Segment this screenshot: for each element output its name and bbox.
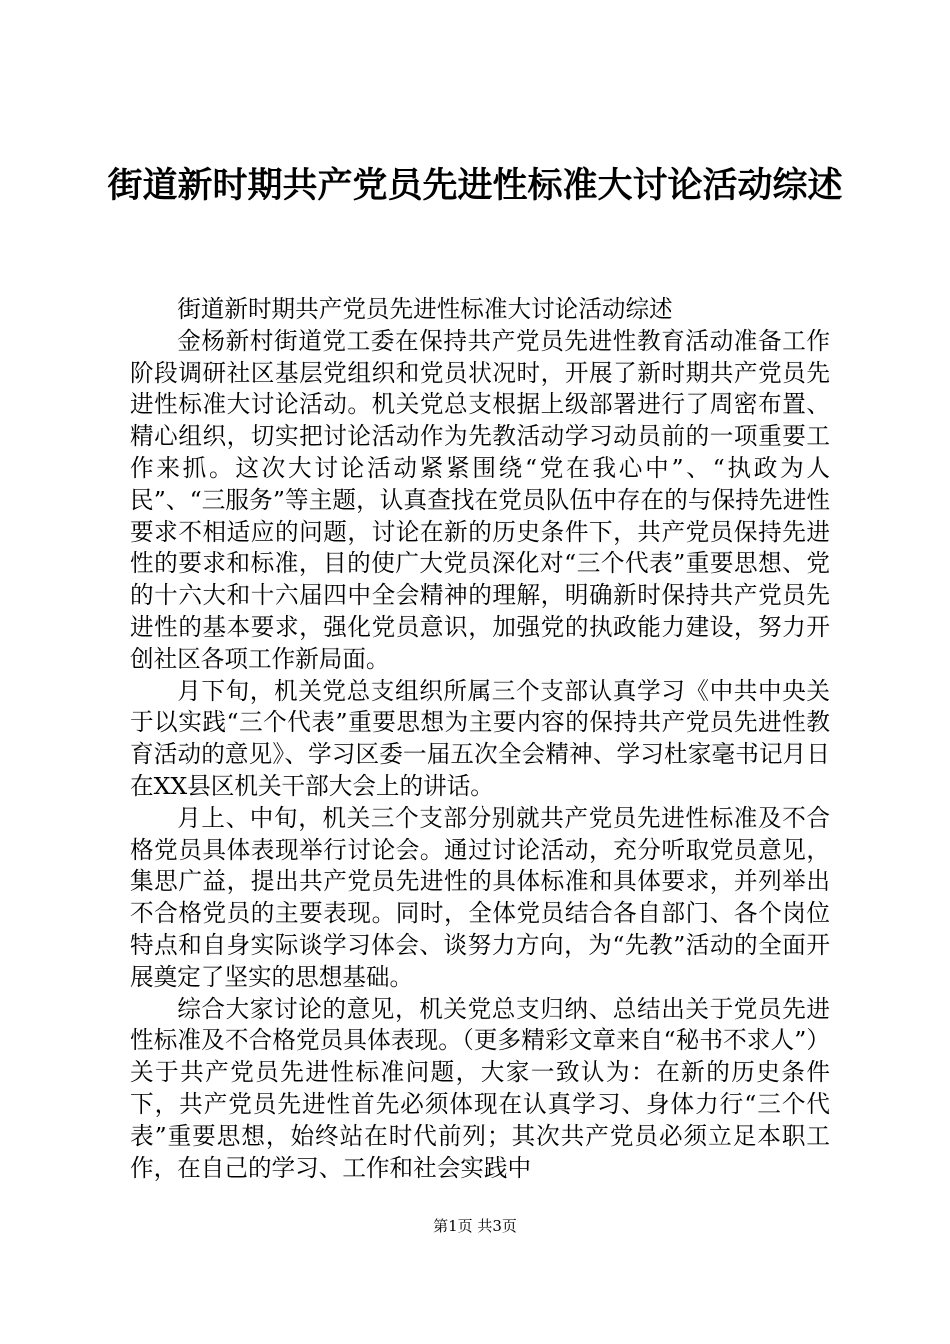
paragraph: 街道新时期共产党员先进性标准大讨论活动综述 bbox=[177, 295, 673, 323]
paragraph: 月上、中旬，机关三个支部分别就共产党员先进性标准及不合格党员具体表现举行讨论会。通过讨论活动，充分听取党员意见，集思广益，提出共产党员先进性的具体标准和具体要求，并列举出不合格党员的主要表现。同时，全体党员结合各自部门、各个岗位特点和自身实际谈学习体会、谈努力方向，为“先教”活动的全面开展奠定了坚实的思想基础。 bbox=[130, 803, 830, 991]
page-total: 共3页 bbox=[477, 1217, 517, 1235]
page-number: 第1页 bbox=[433, 1217, 473, 1235]
document-body bbox=[130, 294, 830, 1184]
paragraph: 金杨新村街道党工委在保持共产党员先进性教育活动准备工作阶段调研社区基层党组织和党员状况时，开展了新时期共产党员先进性标准大讨论活动。机关党总支根据上级部署进行了周密布置、精心组织，切实把讨论活动作为先教活动学习动员前的一项重要工作来抓。这次大讨论活动紧紧围绕“党在我心中”、“执政为人民”、“三服务”等主题，认真查找在党员队伍中存在的与保持先进性要求不相适应的问题，讨论在新的历史条件下，共产党员保持先进性的要求和标准，目的使广大党员深化对“三个代表”重要思想、党的十六大和十六届四中全会精神的理解，明确新时保持共产党员先进性的基本要求，强化党员意识，加强党的执政能力建设，努力开创社区各项工作新局面。 bbox=[130, 326, 830, 673]
page-footer bbox=[0, 1216, 950, 1236]
paragraph: 月下旬，机关党总支组织所属三个支部认真学习《中共中央关于以实践“三个代表”重要思想为主要内容的保持共产党员先进性教育活动的意见》、学习区委一届五次全会精神、学习杜家毫书记月日在XX县区机关干部大会上的讲话。 bbox=[130, 676, 830, 800]
document-title: 街道新时期共产党员先进性标准大讨论活动综述 bbox=[107, 166, 843, 206]
paragraph: 综合大家讨论的意见，机关党总支归纳、总结出关于党员先进性标准及不合格党员具体表现。（更多精彩文章来自“秘书不求人”）关于共产党员先进性标准问题，大家一致认为：在新的历史条件下，共产党员先进性首先必须体现在认真学习、身体力行“三个代表”重要思想，始终站在时代前列；其次共产党员必须立足本职工作，在自己的学习、工作和社会实践中 bbox=[130, 994, 830, 1182]
